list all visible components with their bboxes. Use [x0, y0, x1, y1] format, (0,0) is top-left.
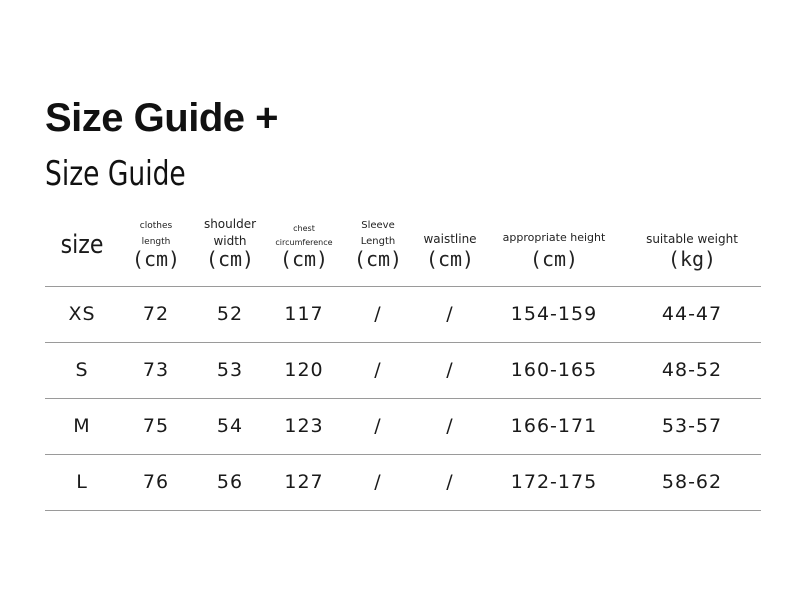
cell-text: 44-47 — [661, 303, 723, 325]
cell-chest-circumference — [267, 287, 341, 342]
cell-size — [45, 399, 119, 454]
cell-text: 73 — [142, 359, 170, 381]
cell-suitable-weight — [623, 287, 761, 342]
header-appropriate-height-label: appropriate height — [502, 231, 606, 244]
header-shoulder-width-label: shoulder width — [203, 217, 257, 248]
cell-text: L — [76, 471, 88, 493]
cell-appropriate-height — [485, 455, 623, 510]
cell-appropriate-height — [485, 287, 623, 342]
page-title: Size Guide + — [45, 96, 278, 140]
cell-text: / — [446, 359, 454, 381]
cell-shoulder-width — [193, 399, 267, 454]
header-chest-circumference-label: chest circumference — [275, 224, 333, 247]
cell-text: 120 — [284, 359, 324, 381]
cell-size — [45, 287, 119, 342]
cell-appropriate-height — [485, 343, 623, 398]
cell-text: 58-62 — [661, 471, 723, 493]
cell-sleeve-length — [341, 455, 415, 510]
header-chest-circumference-unit: (cm) — [279, 247, 329, 271]
header-appropriate-height-unit: (cm) — [529, 247, 579, 271]
cell-text: 166-171 — [510, 415, 598, 437]
header-shoulder-width-unit: (cm) — [205, 247, 255, 271]
header-appropriate-height — [485, 214, 623, 286]
header-clothes-length-label: clothes length — [139, 221, 173, 247]
cell-shoulder-width — [193, 455, 267, 510]
cell-clothes-length — [119, 455, 193, 510]
header-waistline-label: waistline — [423, 232, 477, 246]
header-clothes-length-unit: (cm) — [131, 247, 181, 271]
cell-shoulder-width — [193, 343, 267, 398]
cell-chest-circumference — [267, 343, 341, 398]
cell-text: 75 — [142, 415, 170, 437]
cell-text: S — [75, 359, 89, 381]
cell-text: 54 — [216, 415, 244, 437]
cell-text: 172-175 — [510, 471, 598, 493]
cell-text: M — [73, 415, 91, 437]
cell-text: / — [374, 303, 382, 325]
cell-text: / — [374, 415, 382, 437]
header-sleeve-length — [341, 214, 415, 286]
cell-chest-circumference — [267, 455, 341, 510]
table-row — [45, 343, 761, 399]
table-header-row — [45, 214, 761, 287]
cell-text: 76 — [142, 471, 170, 493]
cell-text: 53 — [216, 359, 244, 381]
cell-text: / — [446, 303, 454, 325]
cell-text: 52 — [216, 303, 244, 325]
page-subtitle: Size Guide — [45, 154, 186, 194]
cell-text: 154-159 — [510, 303, 598, 325]
cell-suitable-weight — [623, 399, 761, 454]
cell-text: 48-52 — [661, 359, 723, 381]
cell-chest-circumference — [267, 399, 341, 454]
cell-clothes-length — [119, 399, 193, 454]
size-table — [45, 214, 761, 511]
cell-size — [45, 455, 119, 510]
header-sleeve-length-unit: (cm) — [353, 247, 403, 271]
cell-text: 160-165 — [510, 359, 598, 381]
cell-sleeve-length — [341, 399, 415, 454]
cell-appropriate-height — [485, 399, 623, 454]
header-suitable-weight-label: suitable weight — [646, 232, 738, 246]
table-row — [45, 287, 761, 343]
cell-text: XS — [68, 303, 96, 325]
cell-text: / — [374, 471, 382, 493]
cell-size — [45, 343, 119, 398]
header-suitable-weight — [623, 214, 761, 286]
table-row — [45, 455, 761, 511]
cell-clothes-length — [119, 287, 193, 342]
cell-clothes-length — [119, 343, 193, 398]
cell-text: 117 — [284, 303, 324, 325]
header-waistline-unit: (cm) — [425, 247, 475, 271]
cell-text: / — [374, 359, 382, 381]
cell-sleeve-length — [341, 287, 415, 342]
cell-suitable-weight — [623, 455, 761, 510]
cell-sleeve-length — [341, 343, 415, 398]
cell-text: 72 — [142, 303, 170, 325]
header-waistline — [415, 214, 485, 286]
cell-text: 127 — [284, 471, 324, 493]
header-size-label: size — [60, 230, 104, 260]
cell-text: 53-57 — [661, 415, 723, 437]
header-suitable-weight-unit: (kg) — [667, 247, 717, 271]
cell-shoulder-width — [193, 287, 267, 342]
cell-suitable-weight — [623, 343, 761, 398]
cell-text: 56 — [216, 471, 244, 493]
header-sleeve-length-label: Sleeve Length — [360, 220, 396, 247]
table-row — [45, 399, 761, 455]
cell-text: / — [446, 415, 454, 437]
cell-text: / — [446, 471, 454, 493]
cell-text: 123 — [284, 415, 324, 437]
